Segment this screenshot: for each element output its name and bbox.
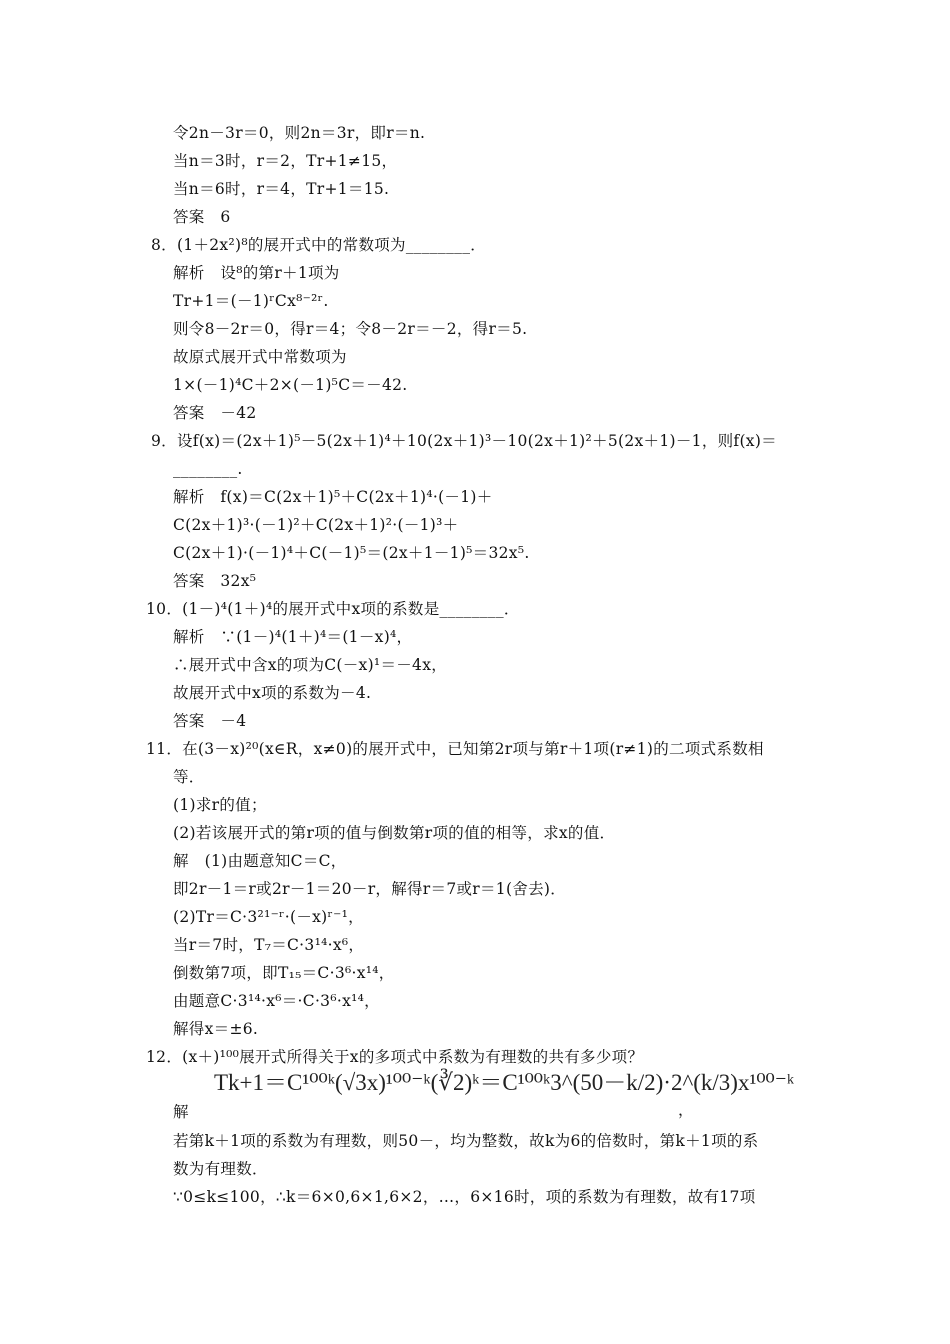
text-line: C(2x＋1)·(－1)⁴＋C(－1)⁵＝(2x＋1－1)⁵＝32x⁵. (173, 544, 530, 562)
text-line: 则令8－2r＝0，得r＝4；令8－2r＝－2，得r＝5. (173, 320, 528, 338)
text-line: C(2x＋1)³·(－1)²＋C(2x＋1)²·(－1)³＋ (173, 516, 459, 534)
text-line: 若第k＋1项的系数为有理数，则50－，均为整数，故k为6的倍数时，第k＋1项的系 (173, 1132, 759, 1150)
text-line: 当n＝3时，r＝2，Tr+1≠15， (173, 152, 398, 170)
text-line: 数为有理数． (173, 1160, 268, 1178)
text-line: 解析 f(x)＝C(2x＋1)⁵＋C(2x＋1)⁴·(－1)＋ (173, 488, 493, 506)
question-9: 9．设f(x)＝(2x＋1)⁵－5(2x＋1)⁴＋10(2x＋1)³－10(2x＋1)²＋5(2x＋1)－1，则f(x)＝ (151, 432, 777, 450)
text-line: (2)Tr＝C·3²¹⁻ʳ·(－x)ʳ⁻¹， (173, 908, 364, 926)
question-12: 12．(x＋)¹⁰⁰展开式所得关于x的多项式中系数为有理数的共有多少项？ (146, 1048, 644, 1066)
text-line: 当r＝7时，T₇＝C·3¹⁴·x⁶， (173, 936, 365, 954)
question-8: 8．(1＋2x²)⁸的展开式中的常数项为________． (151, 236, 487, 254)
text-line: 故原式展开式中常数项为 (173, 348, 347, 366)
text-line: 解析 ∵(1－)⁴(1＋)⁴＝(1－x)⁴， (173, 628, 413, 646)
text-line: 倒数第7项，即T₁₅＝C·3⁶·x¹⁴， (173, 964, 395, 982)
text-line: Tr+1＝(－1)ʳCx⁸⁻²ʳ. (173, 292, 329, 310)
text-line: 等． (173, 768, 205, 786)
question-10: 10．(1－)⁴(1＋)⁴的展开式中x项的系数是________． (146, 600, 520, 618)
answer-line: 答案 32x⁵ (173, 572, 257, 590)
text-line: ________. (173, 460, 243, 478)
text-line: 当n＝6时，r＝4，Tr+1＝15. (173, 180, 390, 198)
text-line: (2)若该展开式的第r项的值与倒数第r项的值的相等，求x的值． (173, 824, 616, 842)
formula-comma: ， (678, 1101, 694, 1119)
text-line: 1×(－1)⁴C＋2×(－1)⁵C＝－42. (173, 376, 408, 394)
text-line: 即2r－1＝r或2r－1＝20－r，解得r＝7或r＝1(舍去)． (173, 880, 567, 898)
answer-line: 答案 6 (173, 208, 231, 226)
text-line: 由题意C·3¹⁴·x⁶＝·C·3⁶·x¹⁴， (173, 992, 380, 1010)
answer-line: 答案 －42 (173, 404, 257, 422)
text-line: ∵0≤k≤100，∴k＝6×0,6×1,6×2，…，6×16时，项的系数为有理数，故有17项 (173, 1188, 756, 1206)
question-11: 11．在(3－x)²⁰(x∈R，x≠0)的展开式中，已知第2r项与第r＋1项(r≠1)的二项式系数相 (146, 740, 764, 758)
text-line: 解 (173, 1103, 189, 1121)
text-line: 解 (1)由题意知C＝C， (173, 852, 347, 870)
text-line: 解析 设⁸的第r＋1项为 (173, 264, 340, 282)
text-line: (1)求r的值； (173, 796, 267, 814)
answer-line: 答案 －4 (173, 712, 247, 730)
text-line: ∴展开式中含x的项为C(－x)¹＝－4x， (173, 656, 448, 674)
text-line: 故展开式中x项的系数为－4. (173, 684, 372, 702)
text-line: 解得x＝±6. (173, 1020, 259, 1038)
text-line: 令2n－3r＝0，则2n＝3r，即r＝n. (173, 124, 426, 142)
formula-image: Tk+1＝C¹⁰⁰ᵏ(√3x)¹⁰⁰⁻ᵏ(∛2)ᵏ＝C¹⁰⁰ᵏ3^(50－k/2)·2^(k/3)x¹⁰⁰⁻ᵏ (214, 1070, 795, 1095)
